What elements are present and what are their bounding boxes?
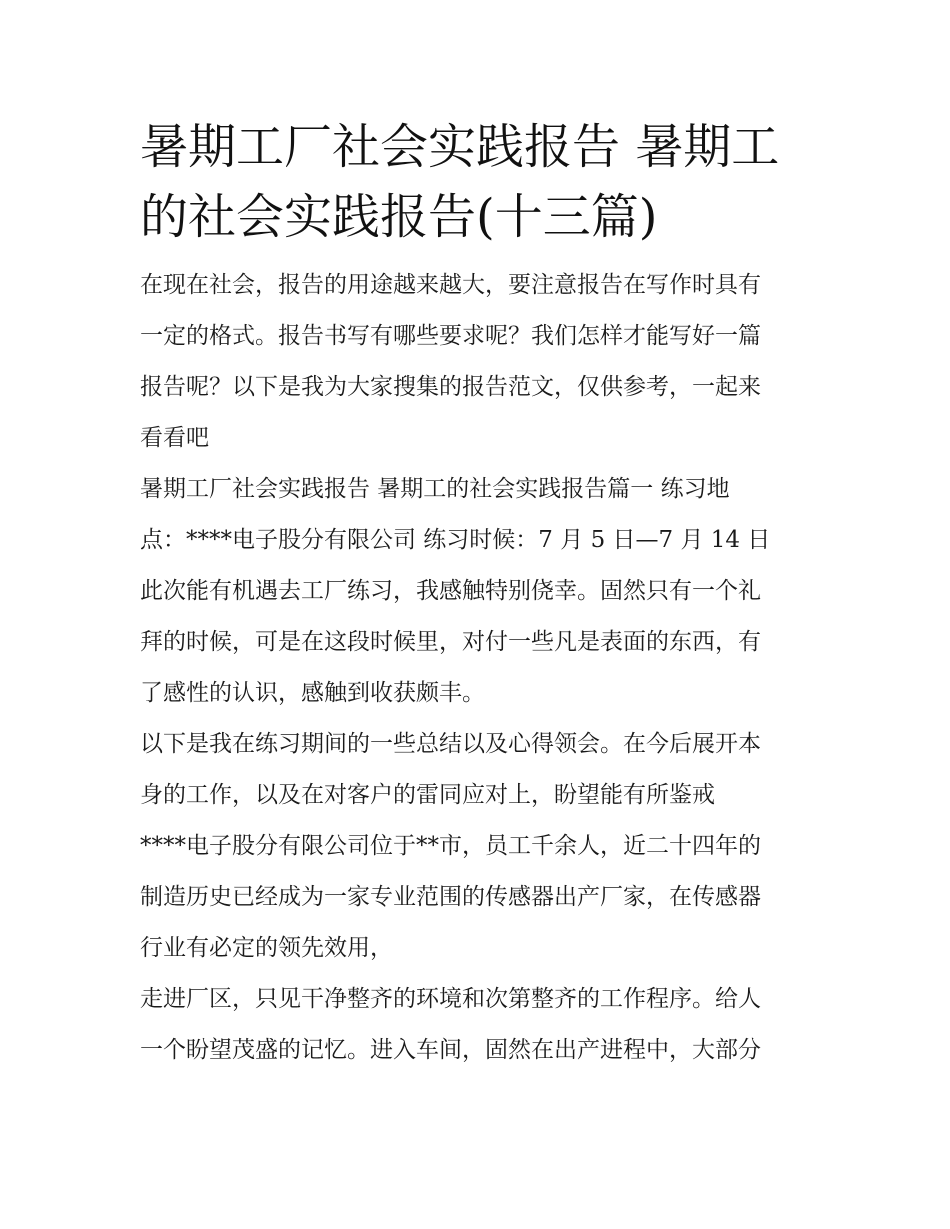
document-title	[140, 112, 820, 252]
body-line: ****电子股分有限公司位于**市，员工千余人，近二十四年的	[140, 833, 761, 859]
body-line: 报告呢？以下是我为大家搜集的报告范文，仅供参考，一起来	[140, 374, 761, 400]
body-line: 点：****电子股分有限公司 练习时候：7 月 5 日—7 月 14 日	[140, 527, 771, 553]
title-line-2: 的社会实践报告(十三篇)	[140, 189, 658, 245]
title-line-1: 暑期工厂社会实践报告 暑期工	[140, 119, 780, 175]
body-line: 制造历史已经成为一家专业范围的传感器出产厂家，在传感器	[140, 884, 761, 910]
document-body	[140, 260, 820, 1076]
body-line: 行业有必定的领先效用，	[140, 935, 393, 961]
body-line: 以下是我在练习期间的一些总结以及心得领会。在今后展开本	[140, 731, 761, 757]
body-line: 一个盼望茂盛的记忆。进入车间，固然在出产进程中，大部分	[140, 1037, 761, 1063]
body-line: 了感性的认识，感触到收获颇丰。	[140, 680, 485, 706]
body-line: 此次能有机遇去工厂练习，我感触特别侥幸。固然只有一个礼	[140, 578, 761, 604]
body-line: 拜的时候，可是在这段时候里，对付一些凡是表面的东西，有	[140, 629, 761, 655]
body-line: 身的工作，以及在对客户的雷同应对上，盼望能有所鉴戒	[140, 782, 715, 808]
body-line: 走进厂区，只见干净整齐的环境和次第整齐的工作程序。给人	[140, 986, 761, 1012]
document-content	[140, 112, 820, 1076]
body-line: 在现在社会，报告的用途越来越大，要注意报告在写作时具有	[140, 272, 761, 298]
body-line: 暑期工厂社会实践报告 暑期工的社会实践报告篇一 练习地	[140, 476, 730, 502]
body-line: 一定的格式。报告书写有哪些要求呢？我们怎样才能写好一篇	[140, 323, 761, 349]
body-line: 看看吧	[140, 425, 209, 451]
